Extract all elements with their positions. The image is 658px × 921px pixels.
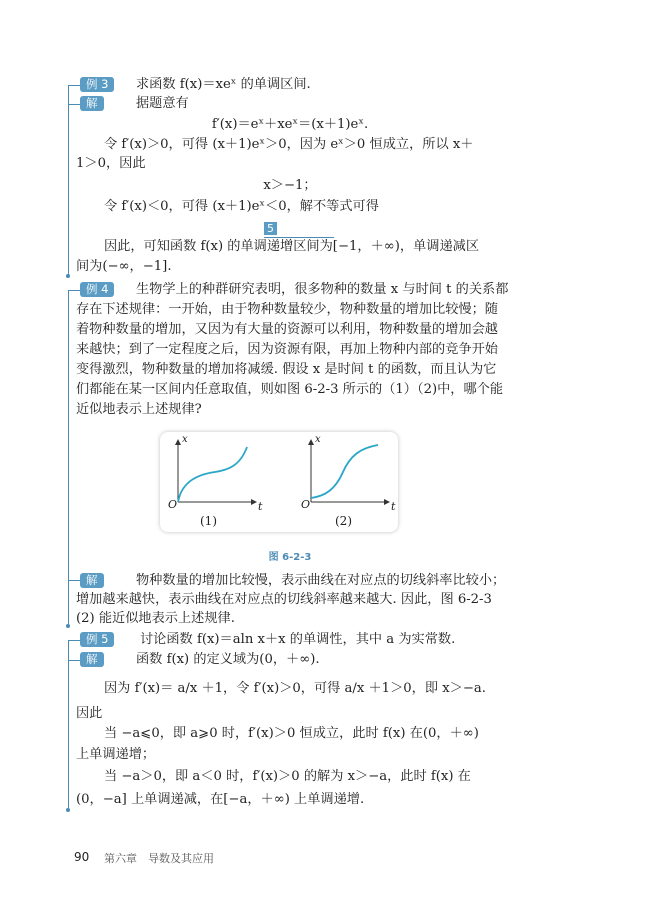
solution-label: 解	[80, 652, 104, 667]
text-line: 们都能在某一区间内任意取值，则如图 6-2-3 所示的（1）（2)中，哪个能	[76, 382, 504, 397]
example-3-question: 求函数 f(x)＝xeˣ 的单调区间.	[136, 77, 311, 92]
answer-blank[interactable]	[264, 221, 334, 238]
text-line: 因为 f′(x)＝ a/x ＋1，令 f′(x)＞0，可得 a/x ＋1＞0，即 x＞−a.	[104, 681, 486, 696]
example-4-label: 例 4	[80, 282, 114, 297]
curve-1	[178, 447, 247, 502]
text-line: 变得激烈，物种数量的增加将减缓. 假设 x 是时间 t 的函数，而且认为它	[76, 362, 497, 377]
bracket-tick	[68, 640, 80, 641]
text-line: 函数 f(x) 的定义域为(0，＋∞).	[136, 652, 320, 667]
origin-label: O	[168, 498, 178, 511]
subfigure-label-1: (1)	[200, 514, 217, 528]
text-line: 近似地表示上述规律?	[76, 402, 202, 417]
bracket-dot	[66, 274, 70, 278]
bracket-dot	[66, 624, 70, 628]
page-number: 90	[74, 850, 90, 864]
bracket-tick	[68, 85, 80, 86]
formula-line: x＞−1；	[263, 178, 317, 193]
origin-label: O	[301, 498, 311, 511]
solution-label: 解	[80, 96, 104, 111]
text-line: 令 f′(x)＞0，可得 (x＋1)eˣ＞0，因为 eˣ＞0 恒成立，所以 x＋	[104, 137, 474, 152]
axis-label-t: t	[258, 500, 263, 513]
example-5-label: 例 5	[80, 632, 114, 647]
bracket-tick	[68, 104, 80, 105]
text-line: 着物种数量的增加，又因为有大量的资源可以利用，物种数量的增加会越	[76, 322, 498, 337]
graphs	[160, 432, 398, 532]
text-line: 当 −a＞0，即 a＜0 时，f′(x)＞0 的解为 x＞−a，此时 f(x) 在	[104, 769, 471, 784]
text-line: (2) 能近似地表示上述规律.	[76, 611, 235, 626]
text-line: 物种数量的增加比较慢，表示曲线在对应点的切线斜率比较小；	[136, 573, 506, 588]
curve-2	[311, 445, 378, 498]
text-line: 增加越来越快，表示曲线在对应点的切线斜率越来越大. 因此，图 6-2-3	[76, 592, 492, 607]
text-line: 因此	[76, 706, 103, 721]
bracket-tick	[68, 580, 80, 581]
text-line: 1＞0，因此	[76, 156, 146, 171]
text-line: 来越快；到了一定程度之后，因为资源有限，再加上物种内部的竞争开始	[76, 342, 498, 357]
text-line: 存在下述规律：一开始，由于物种数量较少，物种数量的增加比较慢；随	[76, 302, 498, 317]
formula-line: f′(x)＝eˣ＋xeˣ＝(x＋1)eˣ.	[211, 117, 369, 132]
text-line: 据题意有	[136, 96, 189, 111]
text-line: 令 f′(x)＜0，可得 (x＋1)eˣ＜0，解不等式可得	[104, 199, 379, 214]
subfigure-label-2: (2)	[335, 514, 352, 528]
axis-label-x: x	[182, 434, 188, 445]
solution-label: 解	[80, 573, 104, 588]
text-line: 生物学上的种群研究表明，很多物种的数量 x 与时间 t 的关系都	[136, 282, 509, 297]
chapter-title: 第六章 导数及其应用	[104, 852, 214, 865]
bracket-tick	[68, 290, 80, 291]
text-line: 上单调递增；	[76, 747, 156, 762]
axis-label-t: t	[391, 500, 396, 513]
figure-6-2-3	[160, 432, 398, 532]
text-line: (0，−a] 上单调递减，在[−a，＋∞) 上单调递增.	[76, 792, 365, 807]
axis-label-x: x	[315, 434, 321, 445]
blank-number: 5	[264, 222, 277, 235]
bracket-dot	[66, 808, 70, 812]
text-line: 当 −a⩽0，即 a⩾0 时，f′(x)＞0 恒成立，此时 f(x) 在(0，＋∞)	[104, 726, 479, 741]
bracket-line	[68, 290, 69, 625]
example-3-label: 例 3	[80, 77, 114, 92]
example-5-question: 讨论函数 f(x)＝aln x＋x 的单调性，其中 a 为实常数.	[140, 632, 456, 647]
bracket-tick	[68, 660, 80, 661]
bracket-line	[68, 640, 69, 810]
figure-caption: 图 6-2-3	[268, 552, 312, 563]
text-line: 间为(−∞，−1].	[76, 259, 172, 274]
text-line: 因此，可知函数 f(x) 的单调递增区间为[−1，＋∞)，单调递减区	[104, 239, 480, 254]
